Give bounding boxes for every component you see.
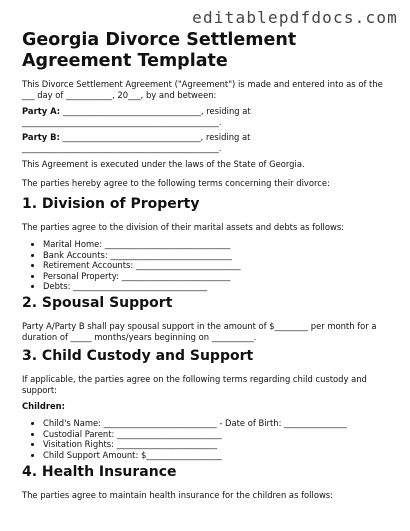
governing-law-text: This Agreement is executed under the laws of the State of Georgia. [22, 159, 305, 169]
party-a-address: _______________________________________________. [22, 116, 222, 127]
list-item: • Retirement Accounts: _________________________ [43, 260, 392, 271]
intro-paragraph [22, 79, 392, 100]
list-item: • Visitation Rights: ________________________ [43, 439, 392, 450]
section-2-text: Party A/Party B shall pay spousal support in the amount of $________ per month for a duration of _____ months/years beginning on __________. [22, 321, 377, 342]
party-b-label: Party B: [22, 132, 60, 142]
intro-text: This Divorce Settlement Agreement ("Agreement") is made and entered into as of the ___ day of ___________, 20___, by and between: [22, 79, 383, 100]
list-item: • Child's Name: ___________________________ - Date of Birth: _______________ [43, 418, 392, 429]
document-page [22, 30, 392, 500]
party-a-label: Party A: [22, 106, 61, 116]
party-b-line [22, 132, 392, 143]
party-b-block [22, 132, 392, 153]
party-b-field: _________________________________, residing at [59, 132, 251, 142]
section-1-text: The parties agree to the division of their marital assets and debts as follows: [22, 222, 345, 232]
list-item: • Child Support Amount: $__________________ [43, 450, 392, 461]
list-item: • Marital Home: ______________________________ [43, 239, 392, 250]
children-label: Children: [22, 401, 65, 411]
property-list [22, 239, 392, 292]
watermark: editablepdfdocs.com [192, 8, 398, 27]
section-1-heading: 1. Division of Property [22, 196, 200, 212]
page-title: Georgia Divorce Settlement Agreement Template [22, 30, 297, 71]
party-a-field: _________________________________, residing at [60, 106, 251, 116]
section-2-heading: 2. Spousal Support [22, 295, 173, 311]
custody-list [22, 418, 392, 460]
section-4-text: The parties agree to maintain health insurance for the children as follows: [22, 490, 333, 500]
list-item: • Bank Accounts: _____________________________ [43, 250, 392, 261]
party-a-line [22, 106, 392, 117]
list-item: • Personal Property: __________________________ [43, 271, 392, 282]
party-b-address: _______________________________________________. [22, 142, 222, 153]
section-3-text: If applicable, the parties agree on the following terms regarding child custody and support: [22, 374, 367, 395]
section-4-heading: 4. Health Insurance [22, 464, 177, 480]
agreement-terms-text: The parties hereby agree to the following terms concerning their divorce: [22, 178, 330, 188]
party-a-block [22, 106, 392, 127]
list-item: • Custodial Parent: _________________________ [43, 429, 392, 440]
list-item: • Debts: ________________________________ [43, 281, 392, 292]
section-3-heading: 3. Child Custody and Support [22, 348, 254, 364]
